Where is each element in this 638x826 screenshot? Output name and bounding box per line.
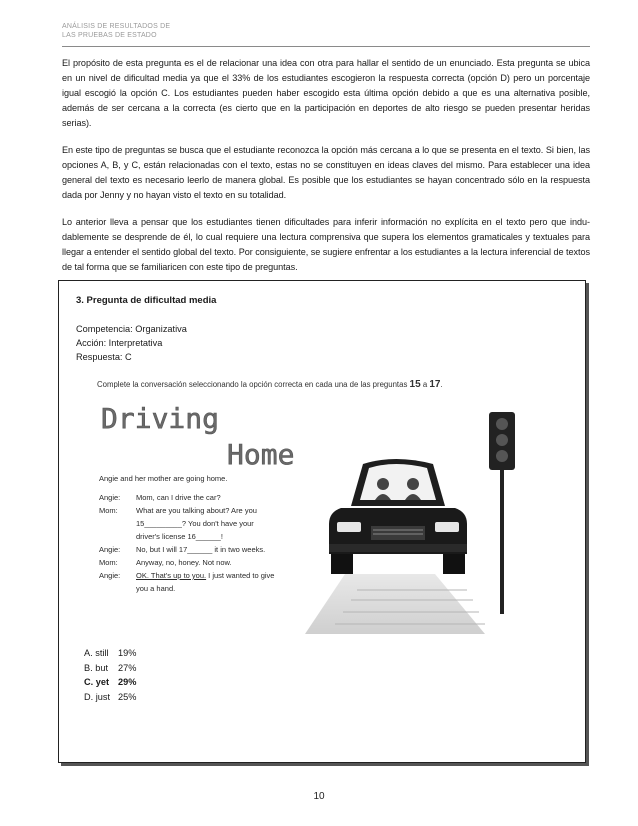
running-header xyxy=(62,22,170,40)
option-c xyxy=(84,675,136,690)
question-box xyxy=(58,280,586,763)
dialogue-speaker: Mom: xyxy=(99,506,118,515)
option-percentage: 27% xyxy=(118,662,137,673)
dialogue-text: Anyway, no, honey. Not now. xyxy=(136,558,232,567)
option-b xyxy=(84,661,136,676)
header-divider xyxy=(62,46,590,47)
dialogue-underlined-text: OK. That's up to you. xyxy=(136,571,207,580)
dialogue-speaker: Angie: xyxy=(99,545,121,554)
paragraph-1: El propósito de esta pregunta es el de relacionar una idea con otra para hallar el sentido de un enunciado. Esta pregunta se ubica en un nivel de dificultad media ya que el 33% de los estudiantes escogieron la respuesta correcta (opción D) pero un porcentaje igual escogió la opción C. Los estudiantes pueden haber escogido esta última opción debido a que es una alternativa posible, además de ser cercana a la correcta (es cierto que en la participación en deportes de alto riesgo se pueden presentar heridas serias). xyxy=(62,58,590,128)
option-a xyxy=(84,646,136,661)
dialogue-text: you a hand. xyxy=(136,584,176,593)
option-percentage: 29% xyxy=(118,677,137,687)
dialogue-text: driver's license 16______! xyxy=(136,532,223,541)
option-label: C. yet xyxy=(84,677,110,687)
question-title: 3. Pregunta de dificultad media xyxy=(76,295,217,306)
dialogue-text: 15_________? You don't have your xyxy=(136,519,254,528)
option-label: D. just xyxy=(84,691,111,702)
instruction-q2: 17 xyxy=(429,379,441,390)
option-d xyxy=(84,690,136,705)
paragraph-3: Lo anterior lleva a pensar que los estudiantes tienen dificultades para inferir información no explícita en el texto pero que indu-dablemente se desprende de él, lo cual requiere una lectura comprensiva que supera los elementos gramaticales y textuales para llegar a entender el sentido global del texto. Por consiguiente, se sugiere enfrentar a los estudiantes a la lectura inferencial de textos de tal forma que se familiaricen con este tipo de preguntas. xyxy=(62,217,590,272)
competencia-label: Competencia: Organizativa xyxy=(76,324,187,334)
dialogue-text: I just wanted to give xyxy=(206,571,275,580)
answer-options xyxy=(84,646,136,704)
dialogue xyxy=(99,472,274,595)
dialogue-speaker: Angie: xyxy=(99,571,121,580)
dialogue-speaker: Mom: xyxy=(99,558,118,567)
dialogue-line xyxy=(99,582,274,595)
reading-image xyxy=(95,394,523,634)
instruction-and: a xyxy=(422,380,428,389)
dialogue-line xyxy=(99,517,274,530)
dialogue-line xyxy=(99,504,274,517)
dialogue-text: No, but I will 17______ it in two weeks. xyxy=(136,545,266,554)
exercise-instruction xyxy=(97,379,443,390)
dialogue-line xyxy=(99,543,274,556)
option-label: A. still xyxy=(84,648,109,658)
car-illustration xyxy=(329,459,467,574)
instruction-text: Complete la conversación seleccionando la opción correcta en cada una de las preguntas xyxy=(97,380,408,389)
respuesta-label: Respuesta: C xyxy=(76,352,132,362)
reading-title-home: Home xyxy=(227,438,295,471)
dialogue-speaker: Angie: xyxy=(99,493,121,502)
dialogue-intro: Angie and her mother are going home. xyxy=(99,474,228,483)
option-percentage: 19% xyxy=(118,648,137,658)
running-header-line-2: LAS PRUEBAS DE ESTADO xyxy=(62,32,157,39)
dialogue-line xyxy=(99,556,274,569)
option-percentage: 25% xyxy=(118,691,137,702)
reading-title-driving: Driving xyxy=(101,402,220,435)
dialogue-text: What are you talking about? Are you xyxy=(136,506,257,515)
instruction-q1: 15 xyxy=(409,379,421,390)
dialogue-line xyxy=(99,530,274,543)
road xyxy=(305,574,485,634)
instruction-end: . xyxy=(440,380,443,389)
option-label: B. but xyxy=(84,662,109,673)
dialogue-line xyxy=(99,569,274,582)
dialogue-line xyxy=(99,491,274,504)
page-number: 10 xyxy=(313,791,325,802)
traffic-light-illustration xyxy=(489,412,515,614)
accion-label: Acción: Interpretativa xyxy=(76,338,163,348)
body-text xyxy=(62,56,590,287)
running-header-line-1: ANÁLISIS DE RESULTADOS DE xyxy=(62,23,171,30)
question-meta xyxy=(76,322,187,364)
paragraph-2: En este tipo de preguntas se busca que el estudiante reconozca la opción más cercana a lo que se presenta en el texto. Si bien, las opciones A, B, y C, están relacionadas con el texto, estas no se constituyen en ideas claves del mismo. Para establecer una idea general del texto es necesario leerlo de manera global. Es posible que los estudiantes se hayan concentrado sólo en la respuesta dada por Jenny y no hayan visto el texto en su totalidad. xyxy=(62,145,590,200)
dialogue-text: Mom, can I drive the car? xyxy=(136,493,221,502)
